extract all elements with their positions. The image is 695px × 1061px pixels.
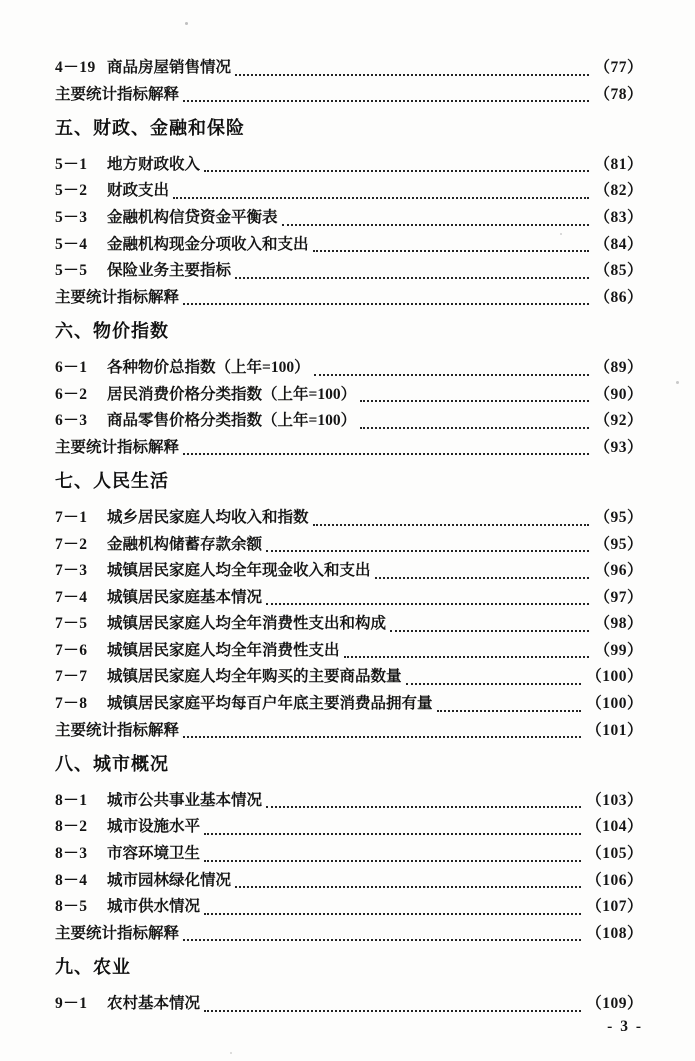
entry-title: 地方财政收入 xyxy=(107,155,201,173)
toc-row xyxy=(55,664,643,691)
toc-row xyxy=(55,382,643,409)
entry-number: 7－6 xyxy=(55,641,88,659)
toc-row xyxy=(55,285,643,312)
entry-page-number: （85） xyxy=(594,262,643,280)
toc-row xyxy=(55,921,643,948)
leader-dots xyxy=(375,577,590,579)
entry-title: 农村基本情况 xyxy=(107,995,201,1012)
toc-row xyxy=(55,532,643,559)
toc-row xyxy=(55,868,643,895)
entry-title: 城市设施水平 xyxy=(107,818,201,836)
leader-dots xyxy=(183,100,589,102)
entry-title: 主要统计指标解释 xyxy=(55,721,180,739)
entry-page-number: （90） xyxy=(594,385,643,403)
entry-number: 6－3 xyxy=(55,412,88,430)
entry-title: 主要统计指标解释 xyxy=(55,85,180,103)
toc-row xyxy=(55,205,643,232)
entry-page-number: （100） xyxy=(586,695,643,713)
section-heading: 七、人民生活 xyxy=(55,471,169,492)
entry-number: 7－3 xyxy=(55,562,88,580)
entry-page-number: （106） xyxy=(586,871,643,889)
entry-title: 保险业务主要指标 xyxy=(107,262,232,280)
toc-row xyxy=(55,788,643,815)
toc-row xyxy=(55,435,643,462)
toc-row xyxy=(55,258,643,285)
leader-dots xyxy=(344,656,590,658)
entry-title: 商品房屋销售情况 xyxy=(107,59,232,76)
scan-speck xyxy=(676,381,679,384)
entry-page-number: （109） xyxy=(586,995,643,1012)
entry-page-number: （83） xyxy=(594,208,643,226)
entry-page-number: （104） xyxy=(586,818,643,836)
entry-page-number: （84） xyxy=(594,235,643,253)
leader-dots xyxy=(360,400,589,402)
entry-page-number: （103） xyxy=(586,791,643,809)
entry-number: 7－1 xyxy=(55,508,88,526)
toc-row xyxy=(55,611,643,638)
toc-row xyxy=(55,505,643,532)
entry-number: 6－2 xyxy=(55,385,88,403)
leader-dots xyxy=(183,303,589,305)
leader-dots xyxy=(235,886,581,888)
entry-title: 主要统计指标解释 xyxy=(55,438,180,456)
toc-row xyxy=(55,991,643,1018)
scan-speck xyxy=(185,22,188,25)
leader-dots xyxy=(266,806,581,808)
entry-number: 5－3 xyxy=(55,208,88,226)
toc-row xyxy=(55,814,643,841)
section-heading: 八、城市概况 xyxy=(55,754,169,775)
toc-row xyxy=(55,718,643,745)
leader-dots xyxy=(282,224,590,226)
toc-row xyxy=(55,232,643,259)
entry-title: 城乡居民家庭人均收入和指数 xyxy=(107,508,309,526)
entry-title: 城镇居民家庭基本情况 xyxy=(107,588,263,606)
section-heading: 六、物价指数 xyxy=(55,321,169,342)
leader-dots xyxy=(183,453,589,455)
leader-dots xyxy=(183,736,581,738)
page-number: - 3 - xyxy=(607,1018,643,1035)
entry-page-number: （77） xyxy=(594,59,643,76)
entry-title: 金融机构信贷资金平衡表 xyxy=(107,208,278,226)
entry-title: 城镇居民家庭人均全年购买的主要商品数量 xyxy=(107,668,402,686)
entry-number: 6－1 xyxy=(55,358,88,376)
leader-dots xyxy=(204,860,581,862)
toc-row xyxy=(55,355,643,382)
entry-number: 5－2 xyxy=(55,182,88,200)
entry-page-number: （92） xyxy=(594,412,643,430)
leader-dots xyxy=(204,1010,581,1012)
entry-page-number: （95） xyxy=(594,508,643,526)
entry-number: 5－5 xyxy=(55,262,88,280)
entry-number: 7－7 xyxy=(55,668,88,686)
entry-title: 主要统计指标解释 xyxy=(55,288,180,306)
toc-row xyxy=(55,152,643,179)
entry-title: 主要统计指标解释 xyxy=(55,924,180,942)
entry-number: 7－5 xyxy=(55,615,88,633)
entry-title: 市容环境卫生 xyxy=(107,845,201,863)
entry-page-number: （97） xyxy=(594,588,643,606)
entry-page-number: （82） xyxy=(594,182,643,200)
entry-number: 7－8 xyxy=(55,695,88,713)
entry-page-number: （100） xyxy=(586,668,643,686)
entry-number: 8－2 xyxy=(55,818,88,836)
toc-row xyxy=(55,408,643,435)
entry-page-number: （95） xyxy=(594,535,643,553)
entry-page-number: （101） xyxy=(586,721,643,739)
entry-page-number: （89） xyxy=(594,358,643,376)
entry-page-number: （105） xyxy=(586,845,643,863)
entry-title: 城镇居民家庭人均全年现金收入和支出 xyxy=(107,562,371,580)
entry-number: 4－19 xyxy=(55,59,96,76)
entry-number: 5－4 xyxy=(55,235,88,253)
leader-dots xyxy=(266,550,589,552)
leader-dots xyxy=(360,427,589,429)
entry-title: 金融机构现金分项收入和支出 xyxy=(107,235,309,253)
entry-title: 财政支出 xyxy=(107,182,170,200)
entry-page-number: （107） xyxy=(586,898,643,916)
leader-dots xyxy=(313,250,590,252)
entry-number: 7－4 xyxy=(55,588,88,606)
entry-number: 8－4 xyxy=(55,871,88,889)
entry-number: 8－1 xyxy=(55,791,88,809)
entry-number: 5－1 xyxy=(55,155,88,173)
entry-title: 城市公共事业基本情况 xyxy=(107,791,263,809)
entry-page-number: （81） xyxy=(594,155,643,173)
section-heading: 九、农业 xyxy=(55,957,131,978)
leader-dots xyxy=(235,277,589,279)
entry-page-number: （99） xyxy=(594,641,643,659)
entry-title: 各种物价总指数（上年=100） xyxy=(107,358,310,376)
leader-dots xyxy=(204,833,581,835)
entry-title: 城镇居民家庭平均每百户年底主要消费品拥有量 xyxy=(107,695,433,713)
leader-dots xyxy=(204,913,581,915)
leader-dots xyxy=(437,710,582,712)
leader-dots xyxy=(235,74,589,76)
toc-row xyxy=(55,638,643,665)
toc-row xyxy=(55,691,643,718)
leader-dots xyxy=(390,630,589,632)
entry-number: 9－1 xyxy=(55,995,88,1012)
leader-dots xyxy=(314,374,590,376)
toc-row xyxy=(55,558,643,585)
entry-title: 居民消费价格分类指数（上年=100） xyxy=(107,385,357,403)
leader-dots xyxy=(173,197,589,199)
entry-page-number: （98） xyxy=(594,615,643,633)
scan-speck xyxy=(230,1052,232,1054)
leader-dots xyxy=(183,939,581,941)
entry-page-number: （93） xyxy=(594,438,643,456)
toc-row xyxy=(55,82,643,109)
entry-number: 7－2 xyxy=(55,535,88,553)
entry-title: 城市园林绿化情况 xyxy=(107,871,232,889)
toc-list xyxy=(55,55,643,1018)
toc-row xyxy=(55,178,643,205)
entry-title: 城镇居民家庭人均全年消费性支出 xyxy=(107,641,340,659)
entry-number: 8－5 xyxy=(55,898,88,916)
toc-row xyxy=(55,585,643,612)
entry-title: 城市供水情况 xyxy=(107,898,201,916)
leader-dots xyxy=(406,683,582,685)
section-heading: 五、财政、金融和保险 xyxy=(55,118,245,139)
entry-title: 金融机构储蓄存款余额 xyxy=(107,535,263,553)
entry-number: 8－3 xyxy=(55,845,88,863)
entry-title: 商品零售价格分类指数（上年=100） xyxy=(107,412,357,430)
entry-page-number: （108） xyxy=(586,924,643,942)
entry-page-number: （96） xyxy=(594,562,643,580)
entry-page-number: （78） xyxy=(594,85,643,103)
leader-dots xyxy=(266,603,589,605)
toc-row xyxy=(55,55,643,82)
toc-row xyxy=(55,894,643,921)
entry-title: 城镇居民家庭人均全年消费性支出和构成 xyxy=(107,615,387,633)
entry-page-number: （86） xyxy=(594,288,643,306)
toc-row xyxy=(55,841,643,868)
leader-dots xyxy=(204,170,589,172)
leader-dots xyxy=(313,524,590,526)
